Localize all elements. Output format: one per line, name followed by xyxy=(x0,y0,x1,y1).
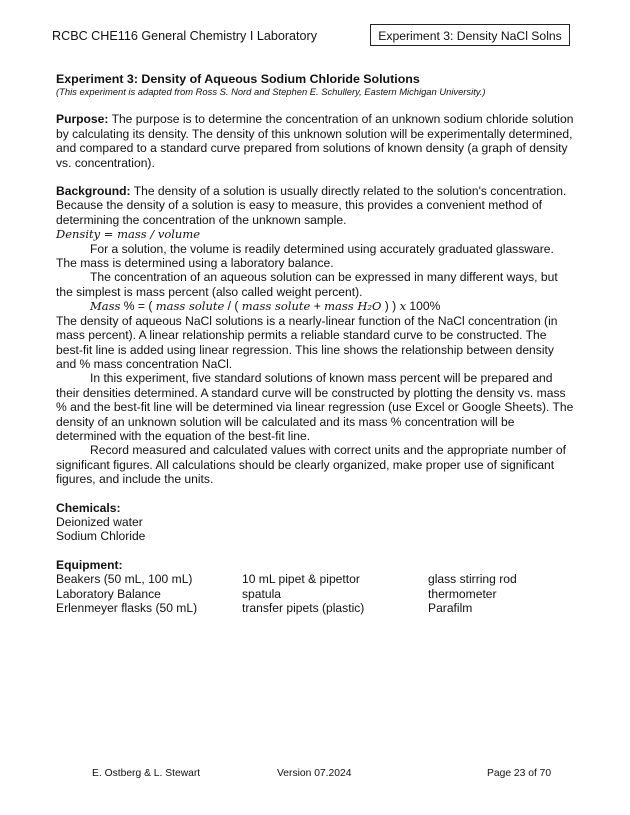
background-label: Background: xyxy=(56,184,131,199)
equipment-item: Laboratory Balance xyxy=(56,586,161,601)
purpose-paragraph xyxy=(56,112,576,170)
equipment-item: transfer pipets (plastic) xyxy=(242,601,365,615)
equipment-item: spatula xyxy=(242,586,281,601)
background-para-linear: The density of aqueous NaCl solutions is a nearly-linear function of the NaCl concentration (in mass percent). A linear relationship permits a reliable standard curve to be constructed. The best-fit line is added using linear regression. This line shows the relationship between density and % mass concentration NaCl. xyxy=(56,313,558,371)
mass-percent-formula: Mass % = ( mass solute / ( mass solute + mass H₂O ) ) x 100% xyxy=(90,299,441,314)
equipment-list xyxy=(56,572,576,615)
equipment-item: Parafilm xyxy=(428,601,473,615)
chemical-item: Deionized water xyxy=(56,514,143,529)
experiment-adapted-note: (This experiment is adapted from Ross S. Nord and Stephen E. Schullery, Eastern Michigan University.) xyxy=(56,86,486,98)
equipment-column-2 xyxy=(242,572,428,615)
footer-version: Version 07.2024 xyxy=(277,768,352,779)
equipment-item: Erlenmeyer flasks (50 mL) xyxy=(56,601,198,615)
equipment-item: Beakers (50 mL, 100 mL) xyxy=(56,572,193,587)
experiment-title: Experiment 3: Density of Aqueous Sodium Chloride Solutions xyxy=(56,72,420,86)
page-content xyxy=(56,72,576,615)
chemicals-heading: Chemicals: xyxy=(56,500,121,515)
header-experiment-box: Experiment 3: Density NaCl Solns xyxy=(370,24,570,46)
equipment-heading: Equipment: xyxy=(56,557,123,572)
purpose-text: The purpose is to determine the concentration of an unknown sodium chloride solution by calculating its density. The density of this unknown solution will be experimentally determined, and compared to a standard curve prepared from solutions of known density (a graph of density vs. concentration). xyxy=(56,112,574,170)
background-para-volume: For a solution, the volume is readily determined using accurately graduated glassware. The mass is determined using a laboratory balance. xyxy=(56,241,554,271)
density-formula: Density = mass / volume xyxy=(56,227,201,242)
footer-authors: E. Ostberg & L. Stewart xyxy=(92,768,201,779)
equipment-column-1 xyxy=(56,572,242,615)
equipment-column-3 xyxy=(428,572,517,615)
purpose-label: Purpose: xyxy=(56,112,109,127)
equipment-item: glass stirring rod xyxy=(428,572,517,587)
background-para-record: Record measured and calculated values with correct units and the appropriate number of significant figures. All calculations should be clearly organized, make proper use of significant figures, and include the units. xyxy=(56,443,566,487)
background-text: The density of a solution is usually directly related to the solution's concentration. Because the density of a solution is easy to measure, this provides a convenient method of determining the concentration of the unknown sample. xyxy=(56,184,567,227)
chemical-item: Sodium Chloride xyxy=(56,529,146,544)
header-course: RCBC CHE116 General Chemistry I Laboratory xyxy=(52,29,318,43)
equipment-item: thermometer xyxy=(428,586,497,601)
equipment-item: 10 mL pipet & pipettor xyxy=(242,572,360,587)
background-paragraph xyxy=(56,184,576,227)
background-para-concentration: The concentration of an aqueous solution can be expressed in many different ways, but the simplest is mass percent (also called weight percent). xyxy=(56,270,558,299)
footer-page-number: Page 23 of 70 xyxy=(487,768,552,779)
background-para-procedure: In this experiment, five standard solutions of known mass percent will be prepared and their densities determined. A standard curve will be constructed by plotting the density vs. mass % and the best-fit line will be determined via linear regression (use Excel or Google Sheets). The density of an unknown solution will be calculated and its mass % concentration will be determined with the equation of the best-fit line. xyxy=(56,371,574,443)
